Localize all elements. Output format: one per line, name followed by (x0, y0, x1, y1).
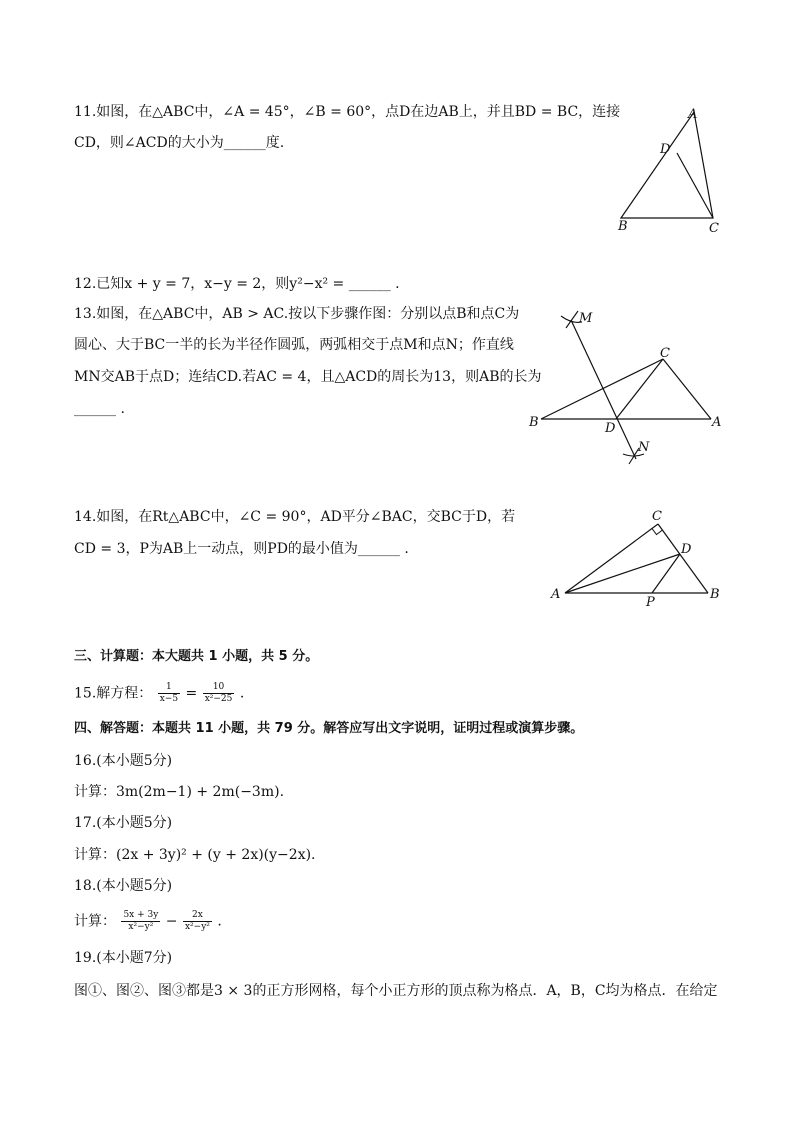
q15-suffix: . (239, 685, 245, 702)
q11-triangle-abc (621, 112, 713, 218)
q15-equals: = (185, 685, 198, 702)
q11-label-b: B (618, 219, 628, 234)
section4-title: 四、解答题：本题共 11 小题，共 79 分。解答应写出文字说明，证明过程或演算步骤。 (74, 721, 584, 736)
q14-right-angle-mark (652, 529, 663, 535)
q13-construction-figure (526, 302, 726, 474)
q14-segment-pd (652, 554, 680, 593)
q11-label-a: A (688, 107, 698, 122)
q13-label-n: N (638, 440, 650, 455)
q13-line3: MN交AB于点D；连结CD.若AC = 4，且△ACD的周长为13，则AB的长为 (74, 369, 542, 385)
section3-title: 三、计算题：本大题共 1 小题，共 5 分。 (74, 649, 319, 664)
q11-triangle-figure (612, 102, 732, 238)
q13-line1: 13.如图，在△ABC中，AB > AC.按以下步骤作图：分别以点B和点C为 (74, 306, 520, 322)
q15-fraction-2 (203, 682, 235, 705)
q11-line1: 11.如图，在△ABC中，∠A = 45°，∠B = 60°，点D在边AB上，并且BD = BC，连接 (74, 104, 621, 120)
q18-fraction-2 (183, 910, 212, 933)
q13-segment-bc (541, 359, 663, 419)
q14-label-c: C (652, 509, 662, 524)
q15-frac1-den: x−5 (159, 694, 179, 704)
q13-label-m: M (579, 311, 593, 326)
q13-line-mn (571, 320, 636, 459)
q14-label-b: B (710, 587, 720, 602)
q13-line2: 圆心、大于BC一半的长为半径作圆弧，两弧相交于点M和点N；作直线 (74, 337, 514, 353)
q13-segment-cd (616, 359, 663, 419)
q15-frac1-num: 1 (158, 682, 180, 694)
q13-label-d: D (605, 421, 616, 436)
q13-label-c: C (660, 346, 670, 361)
q14-line2: CD = 3，P为AB上一动点，则PD的最小值为______ . (74, 541, 409, 557)
q14-label-a: A (551, 587, 561, 602)
q18-fraction-1 (121, 910, 160, 933)
q17-header: 17.(本小题5分) (74, 815, 173, 831)
q14-label-d: D (681, 542, 692, 557)
q11-label-d: D (660, 142, 671, 157)
q18-header: 18.(本小题5分) (74, 878, 173, 894)
q16-header: 16.(本小题5分) (74, 753, 173, 769)
q14-line1: 14.如图，在Rt△ABC中，∠C = 90°，AD平分∠BAC，交BC于D，若 (74, 509, 516, 525)
q18-frac1-num: 5x + 3y (123, 910, 159, 920)
q13-segment-ca (663, 359, 711, 419)
q13-label-a: A (712, 415, 722, 430)
q18-operator: − (165, 913, 178, 930)
q11-label-c: C (709, 221, 719, 236)
q18-prefix: 计算： (74, 913, 116, 930)
q12-line1: 12.已知x + y = 7，x−y = 2，则y²−x² = ______ . (74, 276, 400, 292)
q15-frac2-den: x²−25 (204, 694, 233, 704)
q14-segment-ac (565, 524, 658, 593)
q18-suffix: . (217, 913, 222, 930)
q13-line4: ______ . (74, 401, 125, 417)
q18-frac2-den: x²−y² (184, 922, 210, 932)
q18-frac1-den: x²−y² (128, 922, 154, 932)
q14-label-p: P (646, 595, 655, 610)
q14-segment-ad (565, 554, 680, 593)
q18-frac2-num: 2x (183, 910, 212, 922)
q17-body: 计算：(2x + 3y)² + (y + 2x)(y−2x). (74, 847, 316, 863)
q16-body: 计算：3m(2m−1) + 2m(−3m). (74, 784, 285, 800)
q15-line (74, 682, 244, 705)
q19-header: 19.(本小题7分) (74, 950, 173, 966)
q14-right-triangle-figure (548, 506, 728, 614)
q19-body: 图①、图②、图③都是3 × 3的正方形网格，每个小正方形的顶点称为格点．A，B，C均为格点．在给定 (74, 983, 718, 999)
q15-frac2-num: 10 (203, 682, 235, 694)
q15-prefix: 15.解方程： (74, 685, 153, 702)
q11-line2: CD，则∠ACD的大小为______度. (74, 135, 285, 151)
q18-line (74, 910, 222, 933)
q15-fraction-1 (158, 682, 180, 705)
q13-label-b: B (529, 415, 539, 430)
